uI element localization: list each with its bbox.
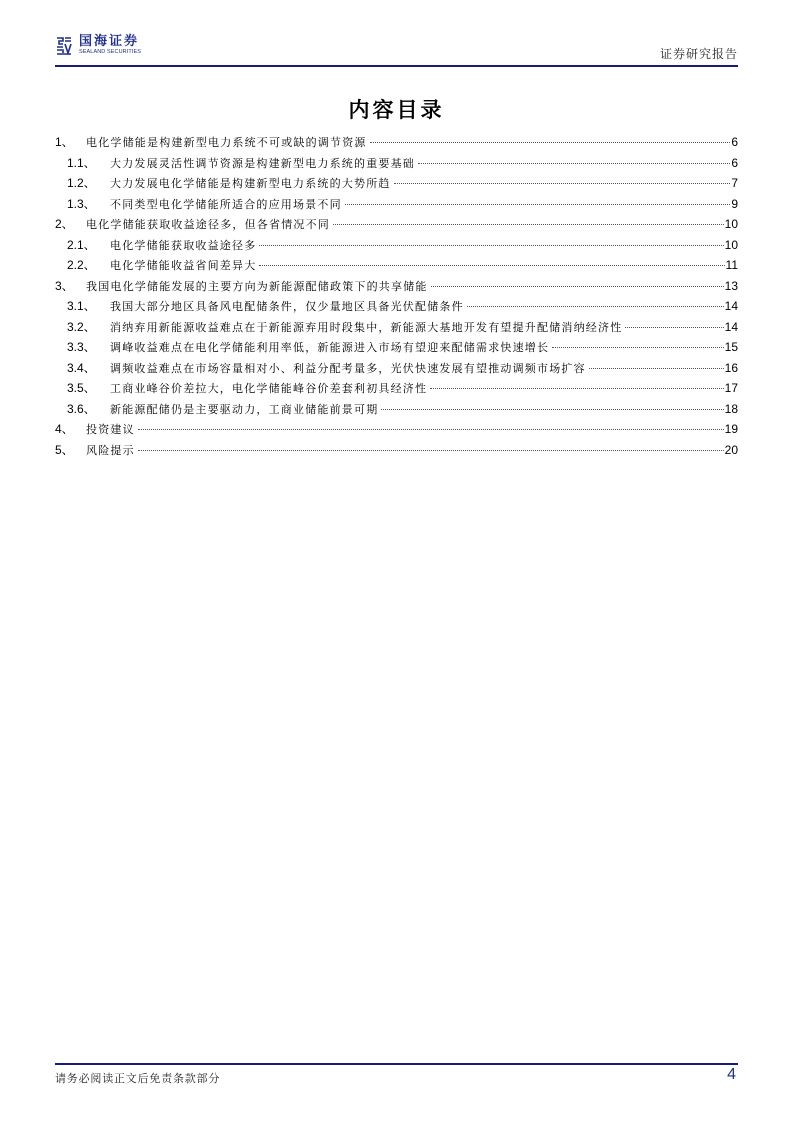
toc-leader-dots bbox=[259, 265, 724, 266]
toc-number: 3.4、 bbox=[67, 360, 96, 375]
toc-entry[interactable] bbox=[55, 419, 738, 440]
header-divider bbox=[55, 65, 738, 67]
toc-number: 2.2、 bbox=[67, 258, 96, 272]
toc-entry[interactable] bbox=[55, 378, 738, 399]
toc-leader-dots bbox=[418, 163, 730, 164]
toc-leader-dots bbox=[431, 286, 724, 287]
toc-page-number: 18 bbox=[724, 401, 738, 416]
toc-page-number: 9 bbox=[731, 196, 738, 211]
toc-number: 3、 bbox=[55, 278, 74, 293]
toc-number: 3.1、 bbox=[67, 299, 96, 313]
toc-text: 我国大部分地区具备风电配储条件，仅少量地区具备光伏配储条件 bbox=[110, 300, 464, 313]
toc-page-number: 13 bbox=[724, 278, 738, 293]
toc-number: 3.5、 bbox=[67, 381, 96, 395]
toc-text: 电化学储能是构建新型电力系统不可或缺的调节资源 bbox=[86, 136, 367, 149]
toc-number: 1.3、 bbox=[67, 196, 96, 211]
toc-entry[interactable] bbox=[55, 337, 738, 358]
toc-page-number: 16 bbox=[724, 360, 738, 375]
toc-text: 电化学储能收益省间差异大 bbox=[110, 259, 257, 272]
report-type-label: 证券研究报告 bbox=[659, 47, 738, 61]
toc-entry[interactable] bbox=[55, 317, 738, 338]
toc-text: 消纳弃用新能源收益难点在于新能源弃用时段集中，新能源大基地开发有望提升配储消纳经济性 bbox=[110, 320, 623, 334]
toc-leader-dots bbox=[333, 224, 724, 225]
toc-page-number: 7 bbox=[731, 176, 738, 190]
toc-number: 5、 bbox=[55, 442, 74, 457]
toc-text: 调峰收益难点在电化学储能利用率低，新能源进入市场有望迎来配储需求快速增长 bbox=[110, 341, 550, 354]
toc-entry[interactable] bbox=[55, 214, 738, 235]
toc-number: 2.1、 bbox=[67, 237, 96, 252]
toc-leader-dots bbox=[625, 327, 723, 328]
toc-number: 3.2、 bbox=[67, 319, 96, 334]
toc-leader-dots bbox=[138, 450, 724, 451]
company-logo bbox=[55, 35, 141, 56]
toc-page-number: 20 bbox=[724, 442, 738, 457]
toc-number: 2、 bbox=[55, 217, 74, 231]
toc-entry[interactable] bbox=[55, 132, 738, 153]
toc-text: 新能源配储仍是主要驱动力，工商业储能前景可期 bbox=[110, 402, 379, 416]
toc-entry[interactable] bbox=[55, 440, 738, 461]
toc-entry[interactable] bbox=[55, 255, 738, 276]
toc-page-number: 10 bbox=[724, 237, 738, 252]
toc-page-number: 6 bbox=[731, 155, 738, 170]
footer-divider bbox=[55, 1063, 738, 1065]
toc-number: 1.2、 bbox=[67, 176, 96, 190]
toc-leader-dots bbox=[259, 245, 723, 246]
toc-leader-dots bbox=[394, 183, 731, 184]
logo-english-name: SEALAND SECURITIES bbox=[79, 49, 142, 55]
toc-text: 调频收益难点在市场容量相对小、利益分配考量多，光伏快速发展有望推动调频市场扩容 bbox=[110, 361, 586, 375]
toc-text: 工商业峰谷价差拉大，电化学储能峰谷价差套利初具经济性 bbox=[110, 382, 428, 395]
toc-text: 大力发展灵活性调节资源是构建新型电力系统的重要基础 bbox=[110, 156, 415, 170]
toc-page-number: 11 bbox=[725, 258, 738, 272]
toc-page-number: 14 bbox=[724, 319, 738, 334]
toc-text: 投资建议 bbox=[86, 423, 135, 436]
toc-leader-dots bbox=[345, 204, 731, 205]
toc-number: 3.3、 bbox=[67, 340, 96, 354]
toc-entry[interactable] bbox=[55, 194, 738, 215]
toc-text: 我国电化学储能发展的主要方向为新能源配储政策下的共享储能 bbox=[86, 279, 428, 293]
page-header bbox=[55, 35, 738, 65]
toc-page-number: 14 bbox=[724, 299, 738, 313]
toc-text: 电化学储能获取收益途径多，但各省情况不同 bbox=[86, 218, 330, 231]
sealand-logo-icon bbox=[55, 36, 73, 56]
toc-number: 1.1、 bbox=[67, 155, 96, 170]
toc-number: 4、 bbox=[55, 422, 74, 436]
toc-leader-dots bbox=[552, 347, 723, 348]
toc-page-number: 19 bbox=[724, 422, 738, 436]
toc-leader-dots bbox=[370, 142, 731, 143]
toc-entry[interactable] bbox=[55, 399, 738, 420]
toc-page-number: 10 bbox=[724, 217, 738, 231]
table-of-contents bbox=[55, 132, 738, 460]
page-number: 4 bbox=[727, 1066, 736, 1083]
toc-text: 大力发展电化学储能是构建新型电力系统的大势所趋 bbox=[110, 177, 391, 190]
toc-text: 电化学储能获取收益途径多 bbox=[110, 238, 257, 252]
disclaimer-note: 请务必阅读正文后免责条款部分 bbox=[55, 1072, 221, 1085]
toc-text: 风险提示 bbox=[86, 443, 135, 457]
toc-entry[interactable] bbox=[55, 153, 738, 174]
toc-number: 1、 bbox=[55, 135, 74, 149]
toc-leader-dots bbox=[138, 429, 724, 430]
toc-leader-dots bbox=[381, 409, 723, 410]
toc-page-number: 15 bbox=[724, 340, 738, 354]
toc-leader-dots bbox=[589, 368, 724, 369]
toc-text: 不同类型电化学储能所适合的应用场景不同 bbox=[110, 197, 342, 211]
toc-entry[interactable] bbox=[55, 173, 738, 194]
toc-page-number: 17 bbox=[724, 381, 738, 395]
toc-leader-dots bbox=[430, 388, 723, 389]
toc-number: 3.6、 bbox=[67, 401, 96, 416]
toc-title: 内容目录 bbox=[348, 97, 445, 122]
toc-leader-dots bbox=[467, 306, 724, 307]
toc-entry[interactable] bbox=[55, 358, 738, 379]
toc-entry[interactable] bbox=[55, 276, 738, 297]
toc-page-number: 6 bbox=[731, 135, 738, 149]
toc-entry[interactable] bbox=[55, 235, 738, 256]
logo-chinese-name: 国海证券 bbox=[79, 34, 140, 49]
toc-entry[interactable] bbox=[55, 296, 738, 317]
